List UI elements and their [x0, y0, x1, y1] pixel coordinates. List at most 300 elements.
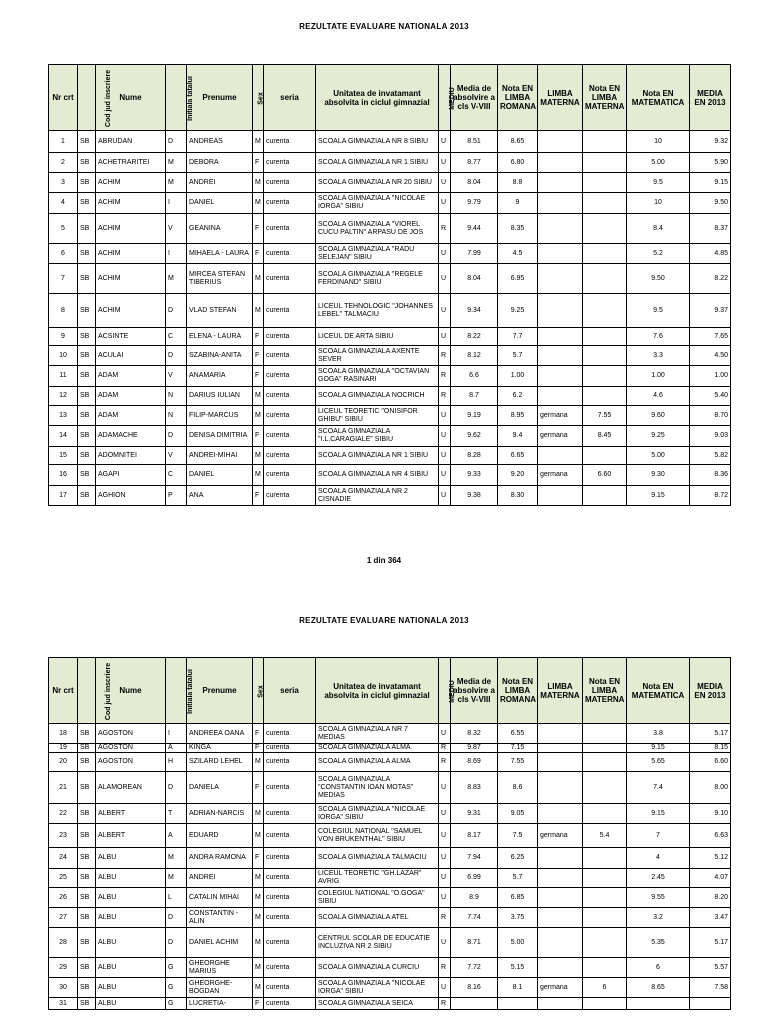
cell-prenume: MIRCEA STEFAN TIBERIUS	[187, 264, 253, 294]
header-seria: seria	[264, 658, 316, 724]
cell-limba-materna: germana	[538, 978, 583, 998]
header-nota-limba-materna: Nota EN LIMBA MATERNA	[583, 65, 627, 131]
table-row	[49, 346, 731, 366]
cell-scoala: SCOALA GIMNAZIALA CURCIU	[316, 958, 439, 978]
cell-prenume: ANDREEA OANA	[187, 724, 253, 744]
cell-media-absolvire: 8.9	[451, 888, 498, 908]
cell-nume: AGOSTON	[96, 753, 166, 772]
cell-media-absolvire: 9.79	[451, 193, 498, 214]
header-nota-matematica: Nota EN MATEMATICA	[627, 65, 690, 131]
header-initiala: Initiala tatalui	[166, 65, 187, 131]
cell-cod: SB	[78, 772, 96, 804]
cell-prenume: DANIEL ACHIM	[187, 928, 253, 958]
cell-sex: F	[253, 724, 264, 744]
cell-prenume: ANDRA RAMONA	[187, 848, 253, 869]
cell-mediu: U	[439, 928, 451, 958]
cell-mediu: U	[439, 772, 451, 804]
cell-nota-limba-materna	[583, 173, 627, 193]
header-initiala: Initiala tatalui	[166, 658, 187, 724]
cell-cod: SB	[78, 928, 96, 958]
cell-limba-materna	[538, 804, 583, 824]
cell-media-en: 6.63	[690, 824, 731, 848]
cell-nota-matematica: 9.30	[627, 465, 690, 486]
document-title-page-2: REZULTATE EVALUARE NATIONALA 2013	[299, 616, 469, 625]
cell-nota-romana: 6.80	[498, 153, 538, 173]
cell-limba-materna	[538, 328, 583, 346]
cell-seria: curenta	[264, 173, 316, 193]
cell-nume: ALBU	[96, 928, 166, 958]
cell-seria: curenta	[264, 928, 316, 958]
cell-cod: SB	[78, 294, 96, 328]
cell-initiala: I	[166, 193, 187, 214]
cell-cod: SB	[78, 214, 96, 244]
table-row	[49, 447, 731, 465]
cell-nota-romana: 8.65	[498, 131, 538, 153]
cell-media-en: 5.90	[690, 153, 731, 173]
cell-nr: 1	[49, 131, 78, 153]
cell-mediu: U	[439, 724, 451, 744]
cell-media-en: 5.82	[690, 447, 731, 465]
cell-prenume: ELENA - LAURA	[187, 328, 253, 346]
cell-seria: curenta	[264, 346, 316, 366]
cell-initiala: V	[166, 447, 187, 465]
table-row	[49, 153, 731, 173]
cell-nota-romana: 5.00	[498, 928, 538, 958]
cell-cod: SB	[78, 958, 96, 978]
cell-nota-romana: 7.7	[498, 328, 538, 346]
cell-limba-materna	[538, 447, 583, 465]
cell-nota-matematica: 3.8	[627, 724, 690, 744]
cell-nota-limba-materna	[583, 193, 627, 214]
cell-media-en: 8.00	[690, 772, 731, 804]
cell-nota-matematica: 9.50	[627, 264, 690, 294]
cell-scoala: SCOALA GIMNAZIALA NR 20 SIBIU	[316, 173, 439, 193]
cell-nota-limba-materna	[583, 346, 627, 366]
cell-scoala: SCOALA GIMNAZIALA SEICA	[316, 998, 439, 1010]
cell-media-en: 5.40	[690, 387, 731, 406]
cell-cod: SB	[78, 724, 96, 744]
cell-mediu: U	[439, 869, 451, 888]
cell-nota-limba-materna	[583, 244, 627, 264]
cell-seria: curenta	[264, 153, 316, 173]
cell-nume: ADAM	[96, 406, 166, 426]
cell-nota-limba-materna	[583, 328, 627, 346]
cell-media-en: 1.00	[690, 366, 731, 387]
cell-limba-materna: germana	[538, 406, 583, 426]
cell-scoala: SCOALA GIMNAZIALA "I.L.CARAGIALE" SIBIU	[316, 426, 439, 447]
cell-nr: 10	[49, 346, 78, 366]
cell-seria: curenta	[264, 958, 316, 978]
cell-nota-matematica: 9.15	[627, 804, 690, 824]
cell-scoala: CENTRUL SCOLAR DE EDUCATIE INCLUZIVA NR 2 SIBIU	[316, 928, 439, 958]
cell-cod: SB	[78, 888, 96, 908]
cell-nota-limba-materna	[583, 744, 627, 753]
cell-initiala: A	[166, 824, 187, 848]
cell-media-en: 8.37	[690, 214, 731, 244]
cell-prenume: SZILARD LEHEL	[187, 753, 253, 772]
table-row	[49, 804, 731, 824]
header-cod-jud: Cod jud inscriere	[78, 658, 96, 724]
cell-mediu: U	[439, 153, 451, 173]
cell-nota-romana: 6.95	[498, 264, 538, 294]
cell-media-absolvire: 8.71	[451, 928, 498, 958]
cell-seria: curenta	[264, 406, 316, 426]
cell-nota-romana: 3.75	[498, 908, 538, 928]
cell-nr: 11	[49, 366, 78, 387]
cell-seria: curenta	[264, 387, 316, 406]
cell-nr: 14	[49, 426, 78, 447]
cell-sex: M	[253, 173, 264, 193]
cell-prenume: CATALIN MIHAI	[187, 888, 253, 908]
cell-cod: SB	[78, 346, 96, 366]
cell-prenume: DENISA DIMITRIA	[187, 426, 253, 447]
header-nr-crt: Nr crt	[49, 65, 78, 131]
header-nota-romana: Nota EN LIMBA ROMANA	[498, 65, 538, 131]
cell-nume: ACHIM	[96, 214, 166, 244]
cell-nota-limba-materna	[583, 928, 627, 958]
table-row	[49, 744, 731, 753]
cell-sex: F	[253, 214, 264, 244]
cell-nota-matematica: 9.15	[627, 486, 690, 506]
cell-nume: ALBU	[96, 848, 166, 869]
cell-media-absolvire: 9.44	[451, 214, 498, 244]
header-media-en: MEDIA EN 2013	[690, 65, 731, 131]
cell-nr: 16	[49, 465, 78, 486]
cell-scoala: SCOALA GIMNAZIALA "OCTAVIAN GOGA" RASINARI	[316, 366, 439, 387]
cell-nota-matematica: 3.3	[627, 346, 690, 366]
cell-nota-matematica: 9.60	[627, 406, 690, 426]
cell-nr: 27	[49, 908, 78, 928]
cell-nota-romana	[498, 998, 538, 1010]
cell-scoala: LICEUL TEHNOLOGIC "JOHANNES LEBEL" TALMACIU	[316, 294, 439, 328]
cell-sex: F	[253, 366, 264, 387]
cell-nota-matematica: 1.00	[627, 366, 690, 387]
cell-media-en: 8.22	[690, 264, 731, 294]
cell-initiala: D	[166, 294, 187, 328]
cell-nota-romana: 5.15	[498, 958, 538, 978]
table-row	[49, 908, 731, 928]
cell-nume: ALBU	[96, 998, 166, 1010]
table-row	[49, 214, 731, 244]
cell-media-absolvire: 8.77	[451, 153, 498, 173]
cell-cod: SB	[78, 244, 96, 264]
cell-limba-materna	[538, 753, 583, 772]
cell-nota-matematica: 9.25	[627, 426, 690, 447]
header-limba-materna: LIMBA MATERNA	[538, 658, 583, 724]
cell-seria: curenta	[264, 244, 316, 264]
cell-media-absolvire: 8.22	[451, 328, 498, 346]
table-row	[49, 869, 731, 888]
cell-initiala: N	[166, 406, 187, 426]
cell-sex: M	[253, 978, 264, 998]
cell-nota-romana: 9	[498, 193, 538, 214]
cell-nume: AGOSTON	[96, 724, 166, 744]
cell-media-absolvire: 9.31	[451, 804, 498, 824]
cell-seria: curenta	[264, 744, 316, 753]
cell-mediu: U	[439, 244, 451, 264]
header-nr-crt: Nr crt	[49, 658, 78, 724]
cell-mediu: R	[439, 366, 451, 387]
cell-scoala: SCOALA GIMNAZIALA TALMACIU	[316, 848, 439, 869]
header-cod-jud: Cod jud inscriere	[78, 65, 96, 131]
cell-cod: SB	[78, 869, 96, 888]
cell-nume: ACSINTE	[96, 328, 166, 346]
cell-nr: 20	[49, 753, 78, 772]
table-row	[49, 848, 731, 869]
cell-initiala: M	[166, 264, 187, 294]
cell-cod: SB	[78, 486, 96, 506]
cell-nr: 28	[49, 928, 78, 958]
cell-media-en: 5.12	[690, 848, 731, 869]
cell-seria: curenta	[264, 131, 316, 153]
cell-mediu: U	[439, 486, 451, 506]
cell-nume: ADAM	[96, 387, 166, 406]
cell-seria: curenta	[264, 998, 316, 1010]
cell-initiala: M	[166, 848, 187, 869]
cell-nume: ACHIM	[96, 244, 166, 264]
cell-nota-romana: 8.6	[498, 772, 538, 804]
cell-nota-matematica: 5.65	[627, 753, 690, 772]
cell-nr: 2	[49, 153, 78, 173]
cell-nota-matematica: 5.00	[627, 153, 690, 173]
cell-sex: F	[253, 346, 264, 366]
cell-seria: curenta	[264, 193, 316, 214]
cell-nume: ADOMNITEI	[96, 447, 166, 465]
cell-nume: ACULAI	[96, 346, 166, 366]
cell-media-absolvire: 8.69	[451, 753, 498, 772]
cell-scoala: SCOALA GIMNAZIALA "REGELE FERDINAND" SIBIU	[316, 264, 439, 294]
cell-mediu: U	[439, 173, 451, 193]
cell-seria: curenta	[264, 978, 316, 998]
header-media-absolvire: Media de absolvire a cls V-VIII	[451, 658, 498, 724]
cell-nr: 5	[49, 214, 78, 244]
cell-prenume: ANAMARIA	[187, 366, 253, 387]
cell-nota-romana: 5.7	[498, 346, 538, 366]
cell-prenume: KINGA	[187, 744, 253, 753]
cell-mediu: U	[439, 465, 451, 486]
cell-nota-limba-materna	[583, 366, 627, 387]
cell-media-absolvire: 8.04	[451, 173, 498, 193]
cell-seria: curenta	[264, 328, 316, 346]
header-mediu: MEDIU	[439, 658, 451, 724]
cell-nota-limba-materna	[583, 214, 627, 244]
cell-nota-matematica: 10	[627, 193, 690, 214]
cell-media-en: 8.15	[690, 744, 731, 753]
cell-media-en: 9.15	[690, 173, 731, 193]
cell-mediu: R	[439, 958, 451, 978]
cell-cod: SB	[78, 406, 96, 426]
cell-media-absolvire: 8.17	[451, 824, 498, 848]
cell-media-en: 4.07	[690, 869, 731, 888]
table-row	[49, 888, 731, 908]
cell-nr: 21	[49, 772, 78, 804]
cell-cod: SB	[78, 264, 96, 294]
cell-initiala: A	[166, 744, 187, 753]
cell-prenume: FILIP-MARCUS	[187, 406, 253, 426]
table-row	[49, 244, 731, 264]
cell-scoala: SCOALA GIMNAZIALA "NICOLAE IORGA" SIBIU	[316, 804, 439, 824]
cell-media-absolvire: 9.62	[451, 426, 498, 447]
cell-nota-limba-materna: 6.60	[583, 465, 627, 486]
cell-nr: 3	[49, 173, 78, 193]
cell-nr: 13	[49, 406, 78, 426]
cell-cod: SB	[78, 848, 96, 869]
table-row	[49, 328, 731, 346]
cell-nota-romana: 6.55	[498, 724, 538, 744]
cell-nota-romana: 5.7	[498, 869, 538, 888]
cell-nume: ACHIM	[96, 173, 166, 193]
cell-sex: F	[253, 486, 264, 506]
table-row	[49, 958, 731, 978]
header-sex: Sex	[253, 65, 264, 131]
header-prenume: Prenume	[187, 65, 253, 131]
cell-nota-romana: 9.20	[498, 465, 538, 486]
cell-media-en: 8.72	[690, 486, 731, 506]
cell-limba-materna	[538, 486, 583, 506]
cell-mediu: U	[439, 426, 451, 447]
cell-media-absolvire: 8.7	[451, 387, 498, 406]
cell-nota-matematica: 8.65	[627, 978, 690, 998]
cell-nr: 9	[49, 328, 78, 346]
cell-limba-materna	[538, 958, 583, 978]
cell-media-en: 4.85	[690, 244, 731, 264]
cell-seria: curenta	[264, 724, 316, 744]
cell-scoala: SCOALA GIMNAZIALA NR 7 MEDIAS	[316, 724, 439, 744]
cell-media-en: 6.60	[690, 753, 731, 772]
cell-limba-materna	[538, 264, 583, 294]
table-row	[49, 264, 731, 294]
cell-scoala: COLEGIUL NATIONAL "SAMUEL VON BRUKENTHAL" SIBIU	[316, 824, 439, 848]
table-row	[49, 387, 731, 406]
cell-media-en: 8.20	[690, 888, 731, 908]
table-row	[49, 998, 731, 1010]
cell-nota-romana: 6.65	[498, 447, 538, 465]
cell-limba-materna	[538, 928, 583, 958]
cell-seria: curenta	[264, 908, 316, 928]
cell-scoala: SCOALA GIMNAZIALA NR 1 SIBIU	[316, 153, 439, 173]
cell-initiala: C	[166, 465, 187, 486]
cell-scoala: SCOALA GIMNAZIALA ALMA	[316, 744, 439, 753]
header-unitatea: Unitatea de invatamant absolvita in ciclul gimnazial	[316, 65, 439, 131]
cell-nr: 19	[49, 744, 78, 753]
cell-sex: M	[253, 824, 264, 848]
cell-mediu: R	[439, 998, 451, 1010]
cell-limba-materna	[538, 387, 583, 406]
cell-sex: F	[253, 848, 264, 869]
cell-media-absolvire: 7.99	[451, 244, 498, 264]
cell-nume: ALBU	[96, 958, 166, 978]
cell-seria: curenta	[264, 447, 316, 465]
table-body-page-2	[49, 724, 731, 1010]
cell-scoala: SCOALA GIMNAZIALA "NICOLAE IORGA" SIBIU	[316, 193, 439, 214]
cell-media-absolvire: 9.87	[451, 744, 498, 753]
cell-nota-matematica: 9.5	[627, 173, 690, 193]
cell-scoala: SCOALA GIMNAZIALA NR 4 SIBIU	[316, 465, 439, 486]
table-row	[49, 928, 731, 958]
cell-media-absolvire: 9.34	[451, 294, 498, 328]
header-prenume: Prenume	[187, 658, 253, 724]
cell-mediu: U	[439, 264, 451, 294]
cell-nota-romana: 6.2	[498, 387, 538, 406]
cell-nr: 23	[49, 824, 78, 848]
cell-nota-limba-materna	[583, 958, 627, 978]
cell-media-en: 5.17	[690, 724, 731, 744]
cell-nota-matematica: 5.35	[627, 928, 690, 958]
cell-mediu: U	[439, 978, 451, 998]
cell-media-absolvire: 9.33	[451, 465, 498, 486]
cell-media-absolvire: 6.99	[451, 869, 498, 888]
header-media-absolvire: Media de absolvire a cls V-VIII	[451, 65, 498, 131]
cell-nota-matematica: 5.2	[627, 244, 690, 264]
cell-prenume: ADRIAN-NARCIS	[187, 804, 253, 824]
cell-prenume: ANDREAS	[187, 131, 253, 153]
cell-nota-matematica: 3.2	[627, 908, 690, 928]
cell-initiala: D	[166, 908, 187, 928]
cell-nota-matematica: 6	[627, 958, 690, 978]
header-mediu: MEDIU	[439, 65, 451, 131]
cell-nota-limba-materna	[583, 848, 627, 869]
cell-media-en: 9.10	[690, 804, 731, 824]
cell-nume: ALBU	[96, 888, 166, 908]
results-table-page-2	[48, 657, 731, 1010]
cell-nota-limba-materna: 6	[583, 978, 627, 998]
cell-nume: ABRUDAN	[96, 131, 166, 153]
cell-initiala: T	[166, 804, 187, 824]
cell-seria: curenta	[264, 465, 316, 486]
header-media-en: MEDIA EN 2013	[690, 658, 731, 724]
header-nota-romana: Nota EN LIMBA ROMANA	[498, 658, 538, 724]
table-row	[49, 978, 731, 998]
cell-media-absolvire: 7.74	[451, 908, 498, 928]
cell-initiala: H	[166, 753, 187, 772]
header-nume: Nume	[96, 658, 166, 724]
cell-limba-materna	[538, 214, 583, 244]
cell-limba-materna	[538, 724, 583, 744]
cell-seria: curenta	[264, 888, 316, 908]
cell-seria: curenta	[264, 772, 316, 804]
cell-seria: curenta	[264, 264, 316, 294]
cell-nota-limba-materna	[583, 804, 627, 824]
cell-mediu: R	[439, 214, 451, 244]
cell-scoala: SCOALA GIMNAZIALA "CONSTANTIN IOAN MOTAS" MEDIAS	[316, 772, 439, 804]
cell-nume: ALBU	[96, 908, 166, 928]
cell-initiala: V	[166, 366, 187, 387]
cell-nota-limba-materna	[583, 998, 627, 1010]
cell-nume: ACHIM	[96, 294, 166, 328]
cell-nr: 24	[49, 848, 78, 869]
cell-sex: M	[253, 753, 264, 772]
cell-mediu: R	[439, 908, 451, 928]
cell-scoala: LICEUL TEORETIC "ONISIFOR GHIBU" SIBIU	[316, 406, 439, 426]
table-row	[49, 772, 731, 804]
cell-nr: 6	[49, 244, 78, 264]
cell-limba-materna	[538, 744, 583, 753]
cell-mediu: U	[439, 294, 451, 328]
cell-nota-limba-materna	[583, 772, 627, 804]
cell-nota-matematica: 10	[627, 131, 690, 153]
table-row	[49, 753, 731, 772]
cell-seria: curenta	[264, 214, 316, 244]
cell-limba-materna	[538, 193, 583, 214]
cell-nota-matematica	[627, 998, 690, 1010]
table-row	[49, 824, 731, 848]
cell-limba-materna: germana	[538, 426, 583, 447]
cell-sex: F	[253, 744, 264, 753]
cell-limba-materna	[538, 294, 583, 328]
cell-nume: ALBU	[96, 978, 166, 998]
document-title: REZULTATE EVALUARE NATIONALA 2013	[299, 22, 469, 31]
cell-nr: 30	[49, 978, 78, 998]
